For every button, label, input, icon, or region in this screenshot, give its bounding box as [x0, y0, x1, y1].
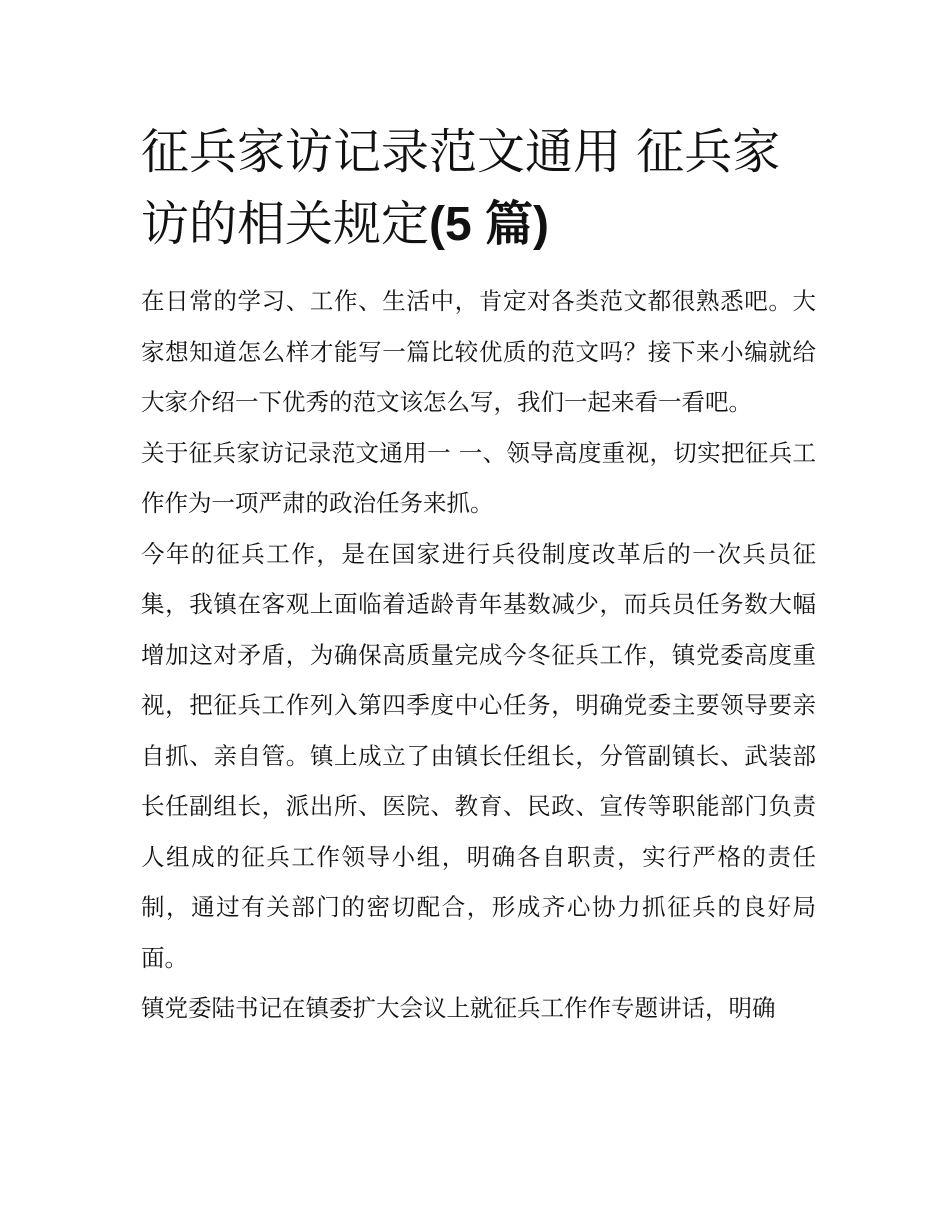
paragraph-section-heading: 关于征兵家访记录范文通用一 一、领导高度重视，切实把征兵工作作为一项严肃的政治任务来抓。 [141, 438, 816, 517]
title-count: (5 篇) [429, 198, 550, 251]
paragraph-main: 今年的征兵工作，是在国家进行兵役制度改革后的一次兵员征集，我镇在客观上面临着适龄青年基数减少，而兵员任务数大幅增加这对矛盾，为确保高质量完成今冬征兵工作，镇党委高度重视，把征兵工作列入第四季度中心任务，明确党委主要领导要亲自抓、亲自管。镇上成立了由镇长任组长，分管副镇长、武装部长任副组长，派出所、医院、教育、民政、宣传等职能部门负责人组成的征兵工作领导小组，明确各自职责，实行严格的责任制，通过有关部门的密切配合，形成齐心协力抓征兵的良好局面。 [141, 539, 816, 972]
document-body [141, 276, 816, 1034]
paragraph-intro: 在日常的学习、工作、生活中，肯定对各类范文都很熟悉吧。大家想知道怎么样才能写一篇比较优质的范文吗？接下来小编就给大家介绍一下优秀的范文该怎么写，我们一起来看一看吧。 [141, 287, 816, 416]
paragraph-continued: 镇党委陆书记在镇委扩大会议上就征兵工作作专题讲话，明确 [141, 994, 776, 1022]
title-main: 征兵家访记录范文通用 征兵家访的相关规定 [141, 124, 781, 252]
document-title [141, 116, 821, 261]
